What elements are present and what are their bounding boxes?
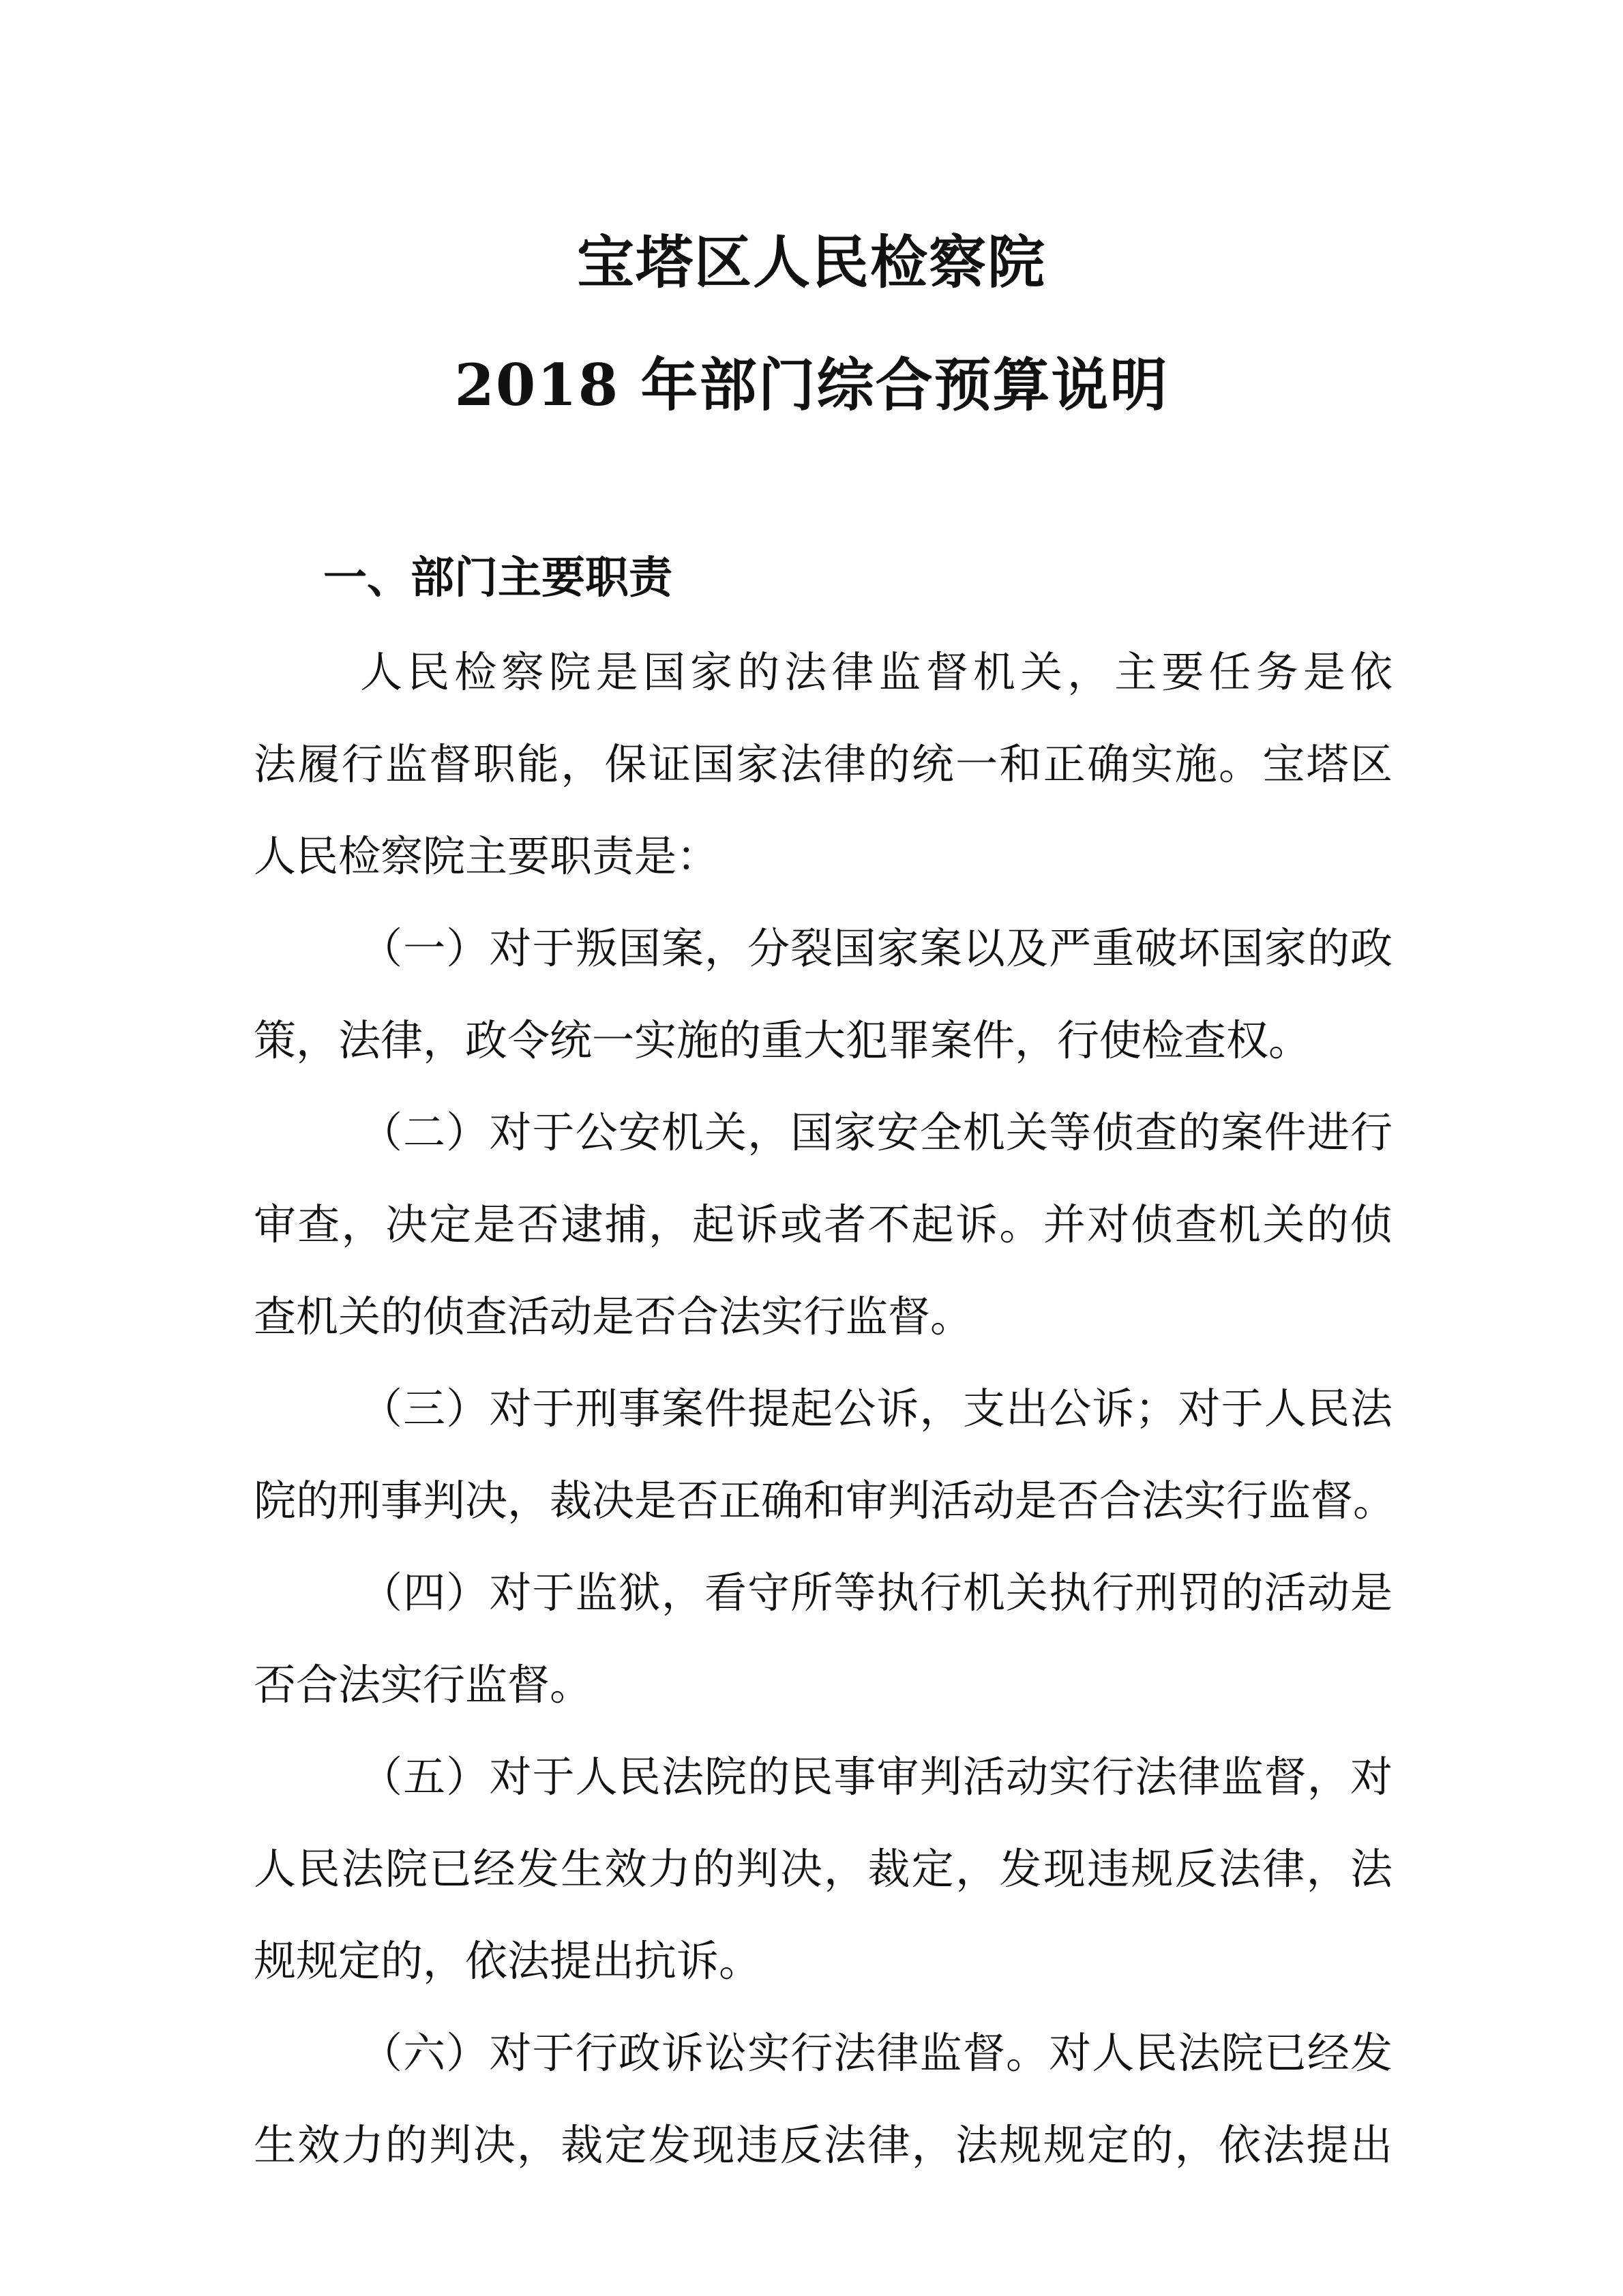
paragraph-line: （五）对于人民法院的民事审判活动实行法律监督，对 <box>360 1752 1393 1802</box>
paragraph-line: 策，法律，政令统一实施的重大犯罪案件，行使检查权。 <box>254 1015 1311 1065</box>
paragraph-line: 人民法院已经发生效力的判决，裁定，发现违规反法律，法 <box>254 1844 1393 1894</box>
paragraph-line: 否合法实行监督。 <box>254 1660 593 1710</box>
paragraph-line: 院的刑事判决，裁决是否正确和审判活动是否合法实行监督。 <box>254 1476 1396 1525</box>
paragraph-line: （二）对于公安机关，国家安全机关等侦查的案件进行 <box>360 1107 1393 1157</box>
paragraph-line: 人民检察院主要职责是： <box>254 831 719 881</box>
document-title: 宝塔区人民检察院 <box>576 228 1046 296</box>
paragraph-line: （三）对于刑事案件提起公诉，支出公诉；对于人民法 <box>360 1384 1393 1433</box>
paragraph-line: 审查，决定是否逮捕，起诉或者不起诉。并对侦查机关的侦 <box>254 1199 1393 1249</box>
document-subtitle: 2018 年部门综合预算说明 <box>454 351 1169 419</box>
paragraph-line: （一）对于叛国案，分裂国家案以及严重破坏国家的政 <box>360 923 1393 973</box>
paragraph-line: 查机关的侦查活动是否合法实行监督。 <box>254 1292 973 1341</box>
section-heading: 一、部门主要职责 <box>323 553 672 603</box>
paragraph-line: 生效力的判决，裁定发现违反法律，法规规定的，依法提出 <box>254 2120 1393 2170</box>
paragraph-line: 法履行监督职能，保证国家法律的统一和正确实施。宝塔区 <box>254 739 1393 789</box>
paragraph-line: （六）对于行政诉讼实行法律监督。对人民法院已经发 <box>360 2028 1393 2078</box>
paragraph-line: 人民检察院是国家的法律监督机关，主要任务是依 <box>360 647 1393 697</box>
paragraph-line: 规规定的，依法提出抗诉。 <box>254 1936 762 1986</box>
paragraph-line: （四）对于监狱，看守所等执行机关执行刑罚的活动是 <box>360 1568 1393 1617</box>
